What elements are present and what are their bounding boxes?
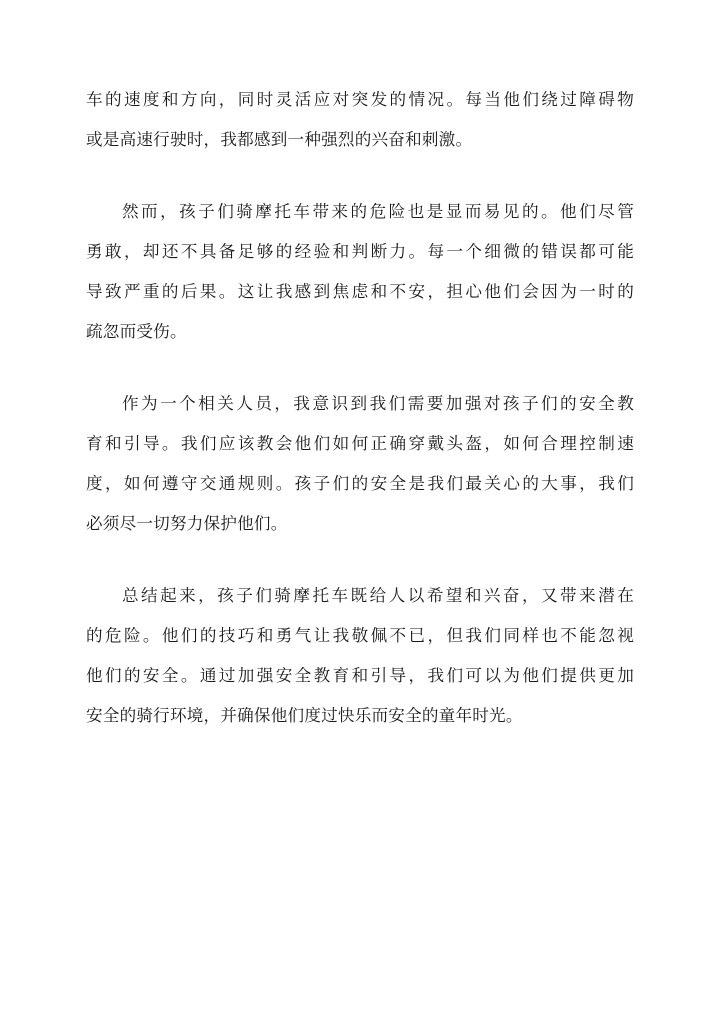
paragraph-3 (86, 384, 634, 544)
text-line: 他们的安全。通过加强安全教育和引导，我们可以为他们提供更加 (86, 666, 634, 685)
text-line: 疏忽而受伤。 (86, 322, 187, 341)
paragraph-1 (86, 80, 634, 160)
text-line: 育和引导。我们应该教会他们如何正确穿戴头盔，如何合理控制速 (86, 434, 634, 453)
paragraph-2 (86, 192, 634, 352)
text-line: 必须尽一切努力保护他们。 (86, 514, 288, 533)
text-line: 车的速度和方向，同时灵活应对突发的情况。每当他们绕过障碍物 (86, 90, 634, 109)
text-line: 导致严重的后果。这让我感到焦虑和不安，担心他们会因为一时的 (86, 282, 634, 301)
text-line: 然而，孩子们骑摩托车带来的危险也是显而易见的。他们尽管 (122, 202, 634, 221)
text-line: 作为一个相关人员，我意识到我们需要加强对孩子们的安全教 (122, 394, 634, 413)
text-line: 勇敢，却还不具备足够的经验和判断力。每一个细微的错误都可能 (86, 242, 634, 261)
text-line: 度，如何遵守交通规则。孩子们的安全是我们最关心的大事，我们 (86, 474, 634, 493)
document-body (86, 80, 634, 768)
text-line: 总结起来，孩子们骑摩托车既给人以希望和兴奋，又带来潜在 (122, 586, 634, 605)
text-line: 或是高速行驶时，我都感到一种强烈的兴奋和刺激。 (86, 130, 473, 149)
text-line: 的危险。他们的技巧和勇气让我敬佩不已，但我们同样也不能忽视 (86, 626, 634, 645)
text-line: 安全的骑行环境，并确保他们度过快乐而安全的童年时光。 (86, 706, 523, 725)
paragraph-4 (86, 576, 634, 736)
